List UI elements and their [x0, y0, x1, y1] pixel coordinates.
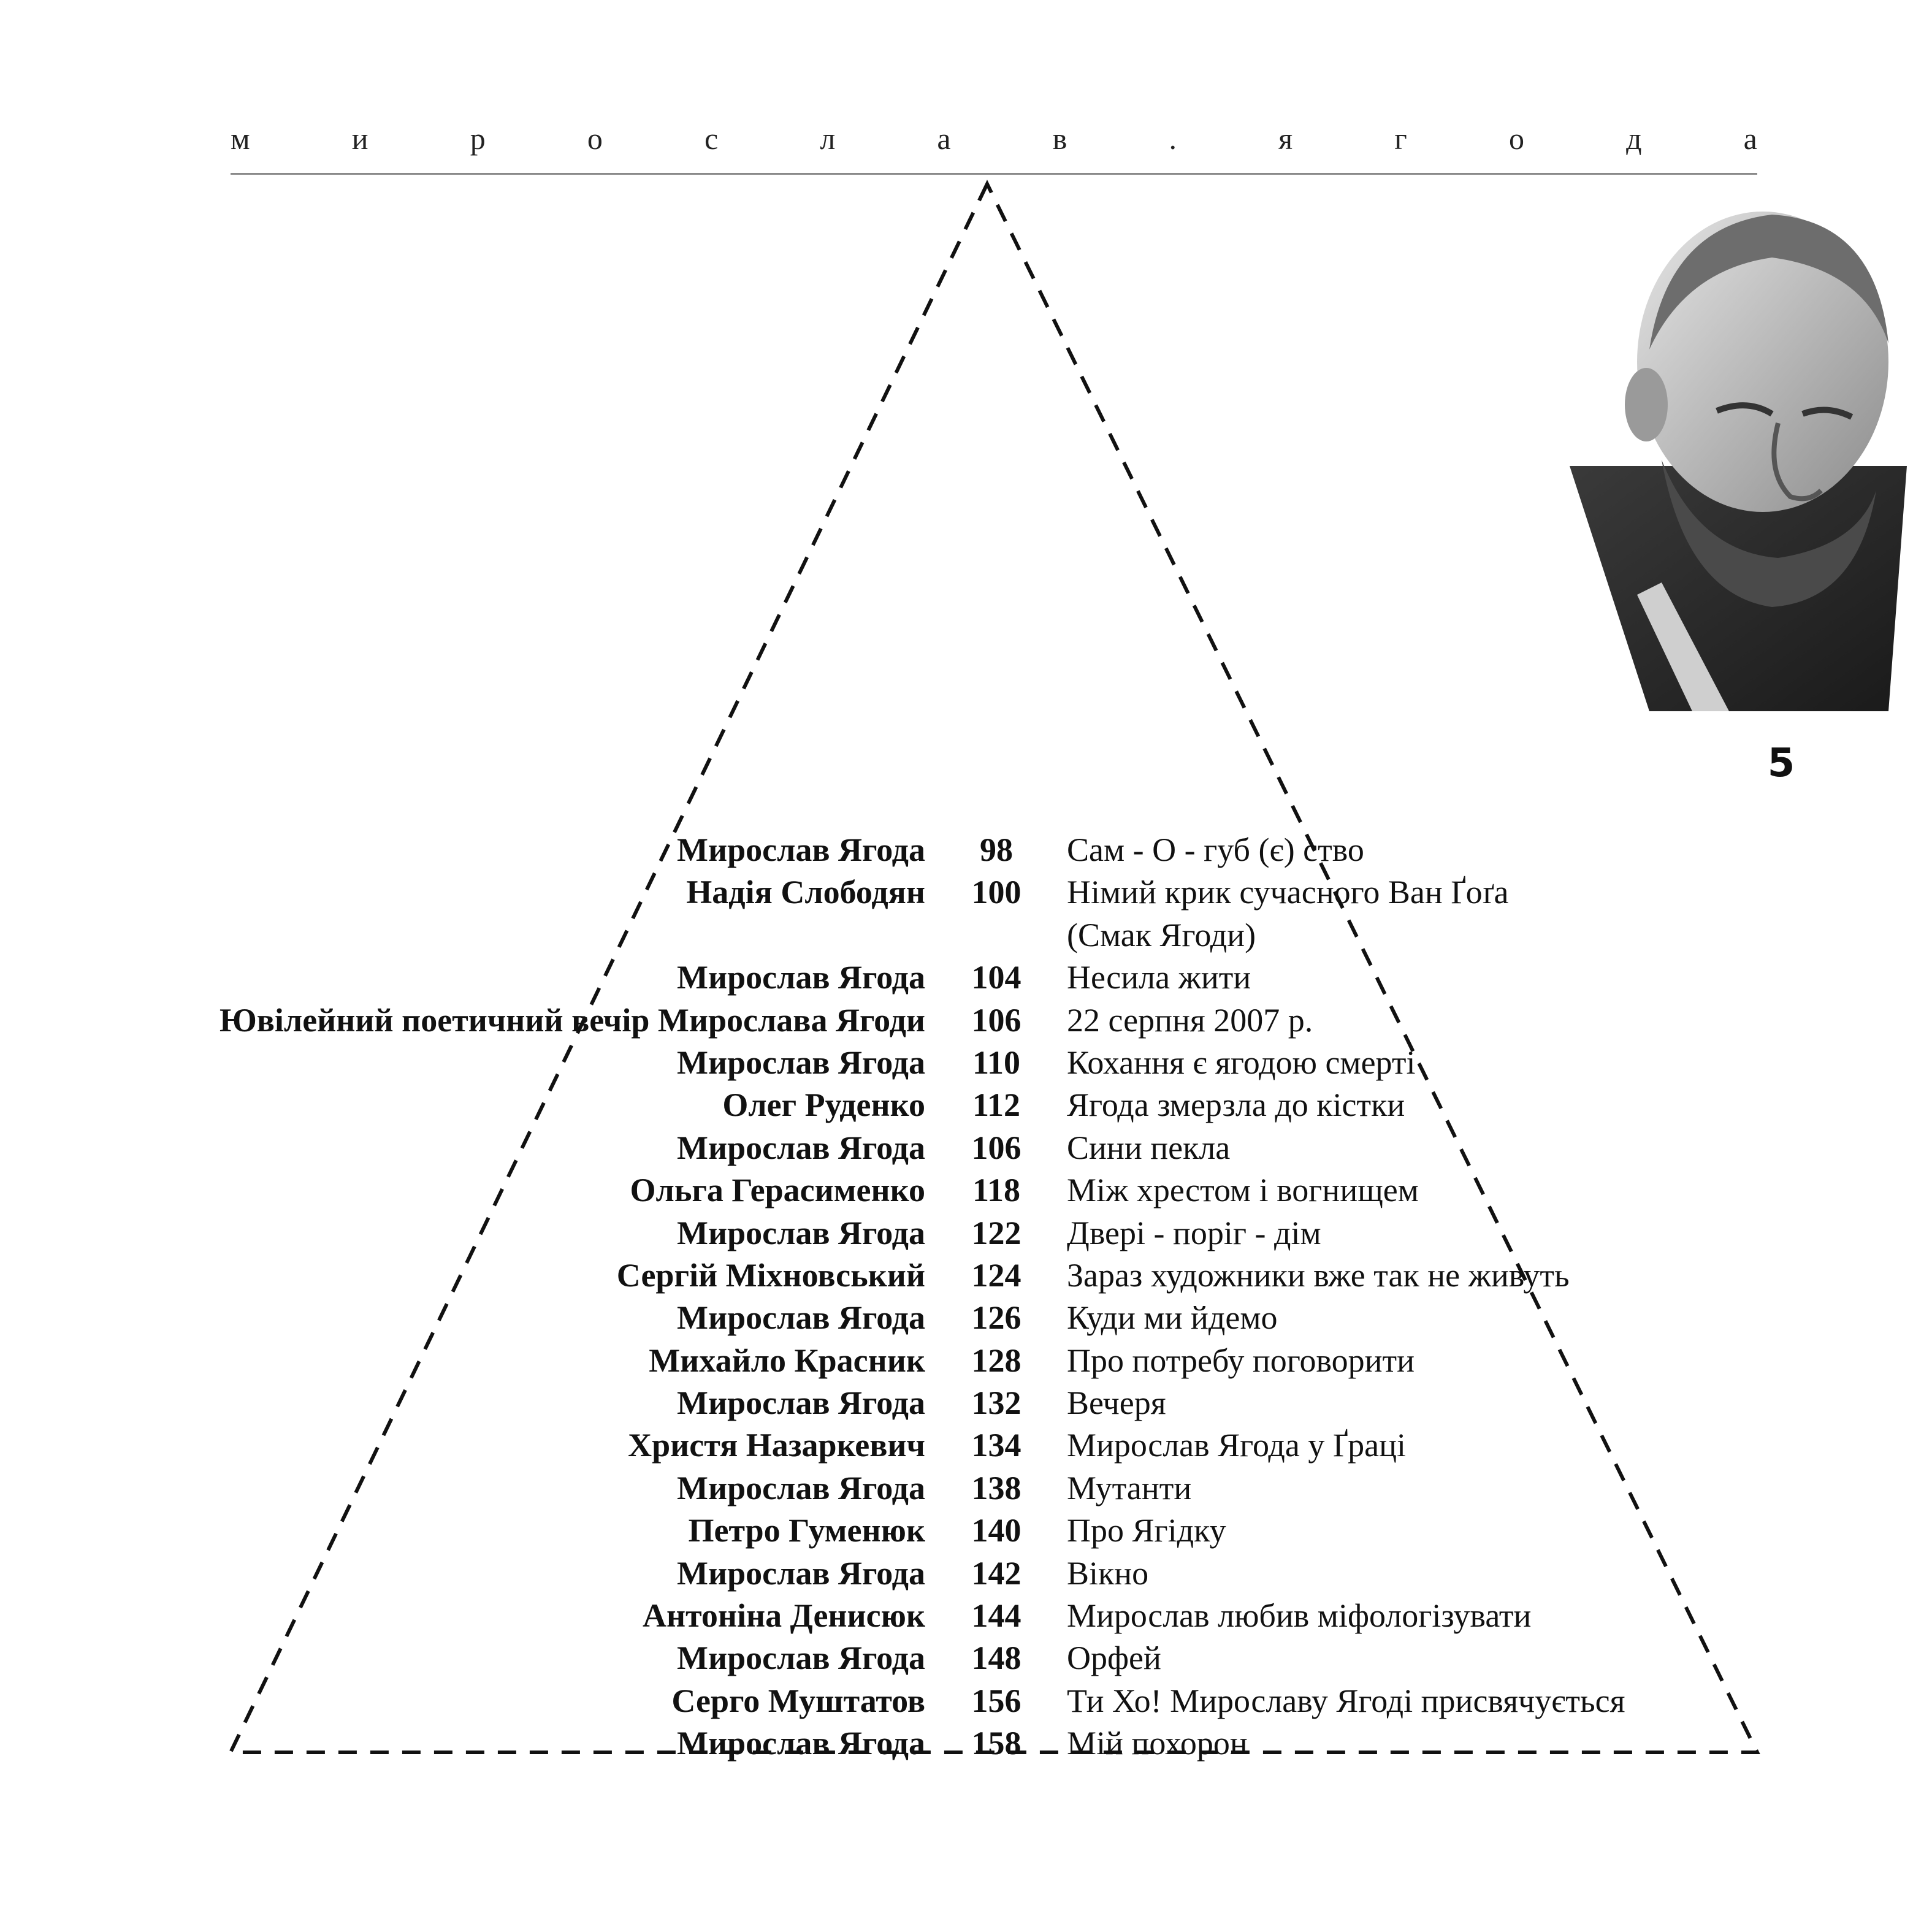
- toc-title: 22 серпня 2007 р.: [1067, 1001, 1313, 1039]
- toc-author: Ольга Герасименко: [630, 1172, 925, 1209]
- toc-row: [0, 1680, 1932, 1722]
- toc-author: Мирослав Ягода: [677, 1299, 925, 1337]
- toc-page-number: 110: [972, 1044, 1021, 1081]
- header-letter: а: [1743, 121, 1757, 156]
- toc-row: [0, 1340, 1932, 1382]
- toc-author: Ювілейний поетичний вечір Мирослава Ягоди: [219, 1001, 925, 1039]
- toc-author: Антоніна Денисюк: [642, 1597, 925, 1635]
- toc-title: Про Ягідку: [1067, 1512, 1226, 1549]
- toc-row: [0, 1042, 1932, 1084]
- toc-page-number: 156: [971, 1682, 1021, 1719]
- toc-page-number: 140: [971, 1512, 1021, 1549]
- toc-row: [0, 871, 1932, 914]
- toc-page-number: 106: [971, 1129, 1021, 1166]
- toc-author: Мирослав Ягода: [677, 959, 925, 996]
- header-letter: и: [351, 121, 368, 156]
- toc-author: Надія Слободян: [686, 874, 925, 911]
- toc-page-number: 118: [972, 1172, 1021, 1209]
- toc-author: Мирослав Ягода: [677, 1725, 925, 1762]
- toc-author: Мирослав Ягода: [677, 1214, 925, 1251]
- toc-title: Кохання є ягодою смерті: [1067, 1044, 1416, 1081]
- toc-row: [0, 914, 1932, 956]
- toc-author: Мирослав Ягода: [677, 1469, 925, 1506]
- toc-row: [0, 829, 1932, 871]
- toc-row: [0, 1595, 1932, 1637]
- toc-page-number: 132: [971, 1384, 1021, 1422]
- toc-row: [0, 1424, 1932, 1467]
- toc-page-number: 106: [971, 1001, 1021, 1039]
- header-letter: м: [231, 121, 250, 156]
- header-letter: о: [587, 121, 603, 156]
- toc-author: Серго Муштатов: [671, 1682, 925, 1719]
- header-letter: д: [1626, 121, 1642, 156]
- toc-row: [0, 956, 1932, 999]
- toc-page-number: 124: [971, 1256, 1021, 1294]
- toc-title: Сам - О - губ (є) ство: [1067, 831, 1364, 868]
- toc-row: [0, 1467, 1932, 1510]
- toc-title: (Смак Ягоди): [1067, 916, 1256, 953]
- toc-author: Олег Руденко: [722, 1086, 925, 1124]
- toc-page-number: 148: [971, 1640, 1021, 1677]
- toc-title: Мій похорон: [1067, 1725, 1248, 1762]
- toc-author: Сергій Міхновський: [616, 1256, 925, 1294]
- toc-title: Зараз художники вже так не живуть: [1067, 1256, 1570, 1294]
- toc-title: Про потребу поговорити: [1067, 1342, 1415, 1379]
- toc-title: Вікно: [1067, 1554, 1149, 1592]
- toc-row: [0, 1382, 1932, 1424]
- toc-row: [0, 1254, 1932, 1297]
- toc-page-number: 98: [980, 831, 1013, 868]
- toc-title: Мутанти: [1067, 1469, 1192, 1506]
- header-letter: г: [1394, 121, 1407, 156]
- toc-author: Мирослав Ягода: [677, 1044, 925, 1081]
- toc-row: [0, 1510, 1932, 1552]
- toc-page-number: 128: [971, 1342, 1021, 1379]
- header-letter: р: [470, 121, 486, 156]
- toc-page-number: 142: [971, 1554, 1021, 1592]
- toc-page-number: 134: [971, 1427, 1021, 1464]
- toc-title: Мирослав любив міфологізувати: [1067, 1597, 1532, 1635]
- toc-title: Куди ми йдемо: [1067, 1299, 1278, 1337]
- toc-title: Між хрестом і вогнищем: [1067, 1172, 1419, 1209]
- toc-author: Мирослав Ягода: [677, 1384, 925, 1422]
- toc-author: Христя Назаркевич: [628, 1427, 925, 1464]
- portrait-photo: [1570, 202, 1907, 711]
- toc-author: Мирослав Ягода: [677, 1129, 925, 1166]
- toc-title: Ягода змерзла до кістки: [1067, 1086, 1405, 1124]
- toc-row: [0, 1552, 1932, 1595]
- toc-title: Орфей: [1067, 1640, 1161, 1677]
- toc-row: [0, 1169, 1932, 1212]
- toc-author: Мирослав Ягода: [677, 1554, 925, 1592]
- toc-author: Михайло Красник: [649, 1342, 925, 1379]
- toc-page-number: 104: [971, 959, 1021, 996]
- toc-title: Німий крик сучасного Ван Ґоґа: [1067, 874, 1509, 911]
- header-letter: .: [1169, 121, 1177, 156]
- table-of-contents: [0, 829, 1932, 1765]
- toc-page-number: 144: [971, 1597, 1021, 1635]
- toc-row: [0, 1084, 1932, 1126]
- page-number: 5: [1767, 741, 1795, 786]
- toc-page-number: 126: [971, 1299, 1021, 1337]
- toc-author: Петро Гуменюк: [688, 1512, 925, 1549]
- toc-row: [0, 1637, 1932, 1679]
- header-letter: в: [1052, 121, 1067, 156]
- toc-page-number: 138: [971, 1469, 1021, 1506]
- toc-title: Мирослав Ягода у Ґраці: [1067, 1427, 1407, 1464]
- toc-page-number: 112: [972, 1086, 1021, 1124]
- toc-title: Несила жити: [1067, 959, 1251, 996]
- toc-page-number: 122: [971, 1214, 1021, 1251]
- header-letter: а: [937, 121, 951, 156]
- toc-row: [0, 999, 1932, 1042]
- toc-author: Мирослав Ягода: [677, 831, 925, 868]
- toc-row: [0, 1722, 1932, 1765]
- toc-author: Мирослав Ягода: [677, 1640, 925, 1677]
- toc-page-number: 158: [971, 1725, 1021, 1762]
- toc-row: [0, 1127, 1932, 1169]
- header-letter: я: [1278, 121, 1293, 156]
- ear-shape: [1625, 368, 1668, 441]
- toc-title: Вечеря: [1067, 1384, 1166, 1422]
- toc-row: [0, 1212, 1932, 1254]
- toc-title: Двері - поріг - дім: [1067, 1214, 1321, 1251]
- toc-title: Сини пекла: [1067, 1129, 1231, 1166]
- toc-page-number: 100: [971, 874, 1021, 911]
- header-letter: с: [704, 121, 719, 156]
- header-letter: о: [1508, 121, 1524, 156]
- toc-row: [0, 1297, 1932, 1339]
- toc-title: Ти Хо! Мирославу Ягоді присвячується: [1067, 1682, 1625, 1719]
- header-letter: л: [820, 121, 836, 156]
